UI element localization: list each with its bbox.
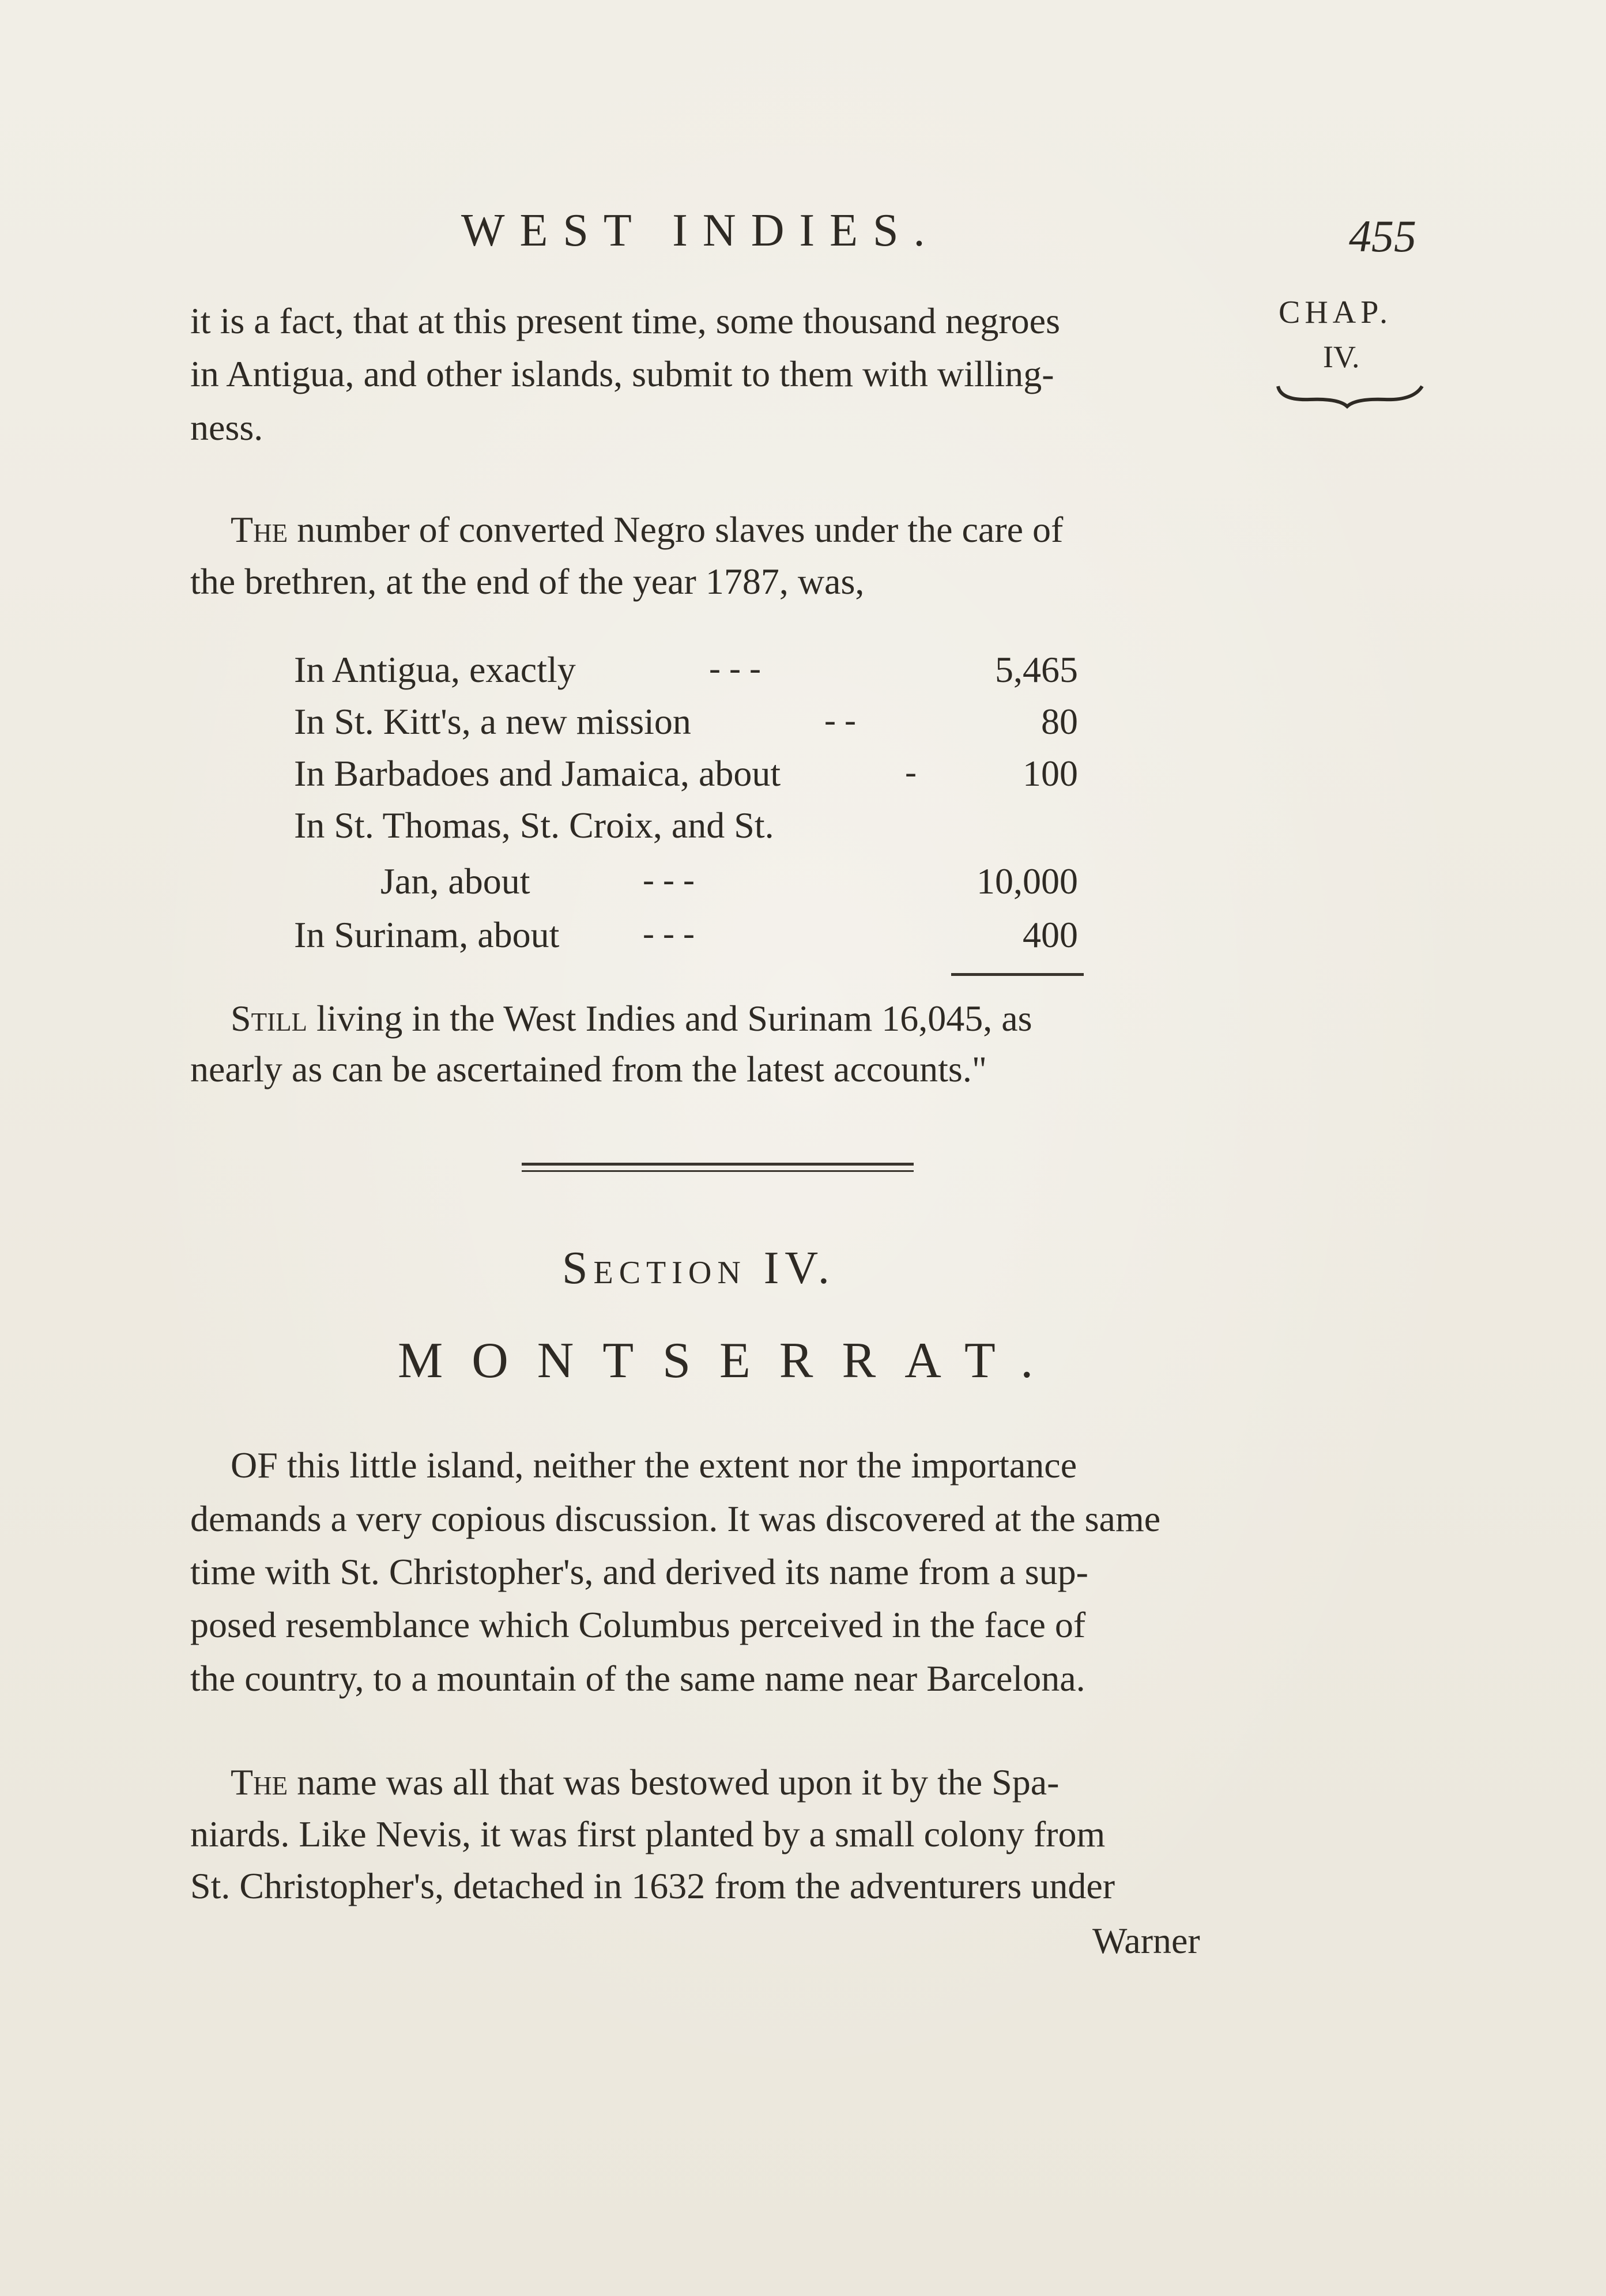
margin-chapter-label: CHAP.: [1279, 295, 1393, 330]
table-row-dashes: - - -: [709, 649, 761, 687]
table-row-label: In St. Thomas, St. Croix, and St.: [294, 805, 774, 846]
paragraph-3-lead: Still: [231, 998, 308, 1039]
margin-brace-icon: [1275, 378, 1425, 412]
table-row-dashes: - - -: [643, 914, 695, 952]
paragraph-2-lead: The: [231, 509, 288, 550]
table-row-value: 400: [1023, 914, 1078, 955]
paragraph-4-line-2: demands a very copious discussion. It was discovered at the same: [190, 1498, 1161, 1539]
paragraph-3-line-2: nearly as can be ascertained from the latest accounts.": [190, 1049, 987, 1089]
paragraph-2-line-1-text: number of converted Negro slaves under the care of: [288, 509, 1064, 550]
table-row-dashes: - - -: [643, 861, 695, 899]
paragraph-5-line-3: St. Christopher's, detached in 1632 from the adventurers under: [190, 1865, 1115, 1906]
catchword: Warner: [1092, 1920, 1200, 1961]
table-row-label: In St. Kitt's, a new mission: [294, 701, 691, 742]
paragraph-4-line-4: posed resemblance which Columbus perceived in the face of: [190, 1604, 1086, 1645]
paragraph-2-line-2: the brethren, at the end of the year 1787, was,: [190, 561, 865, 602]
table-row-label: Jan, about: [380, 861, 530, 902]
table-row-label: In Surinam, about: [294, 914, 560, 955]
page-number: 455: [1349, 211, 1416, 261]
margin-chapter-number: IV.: [1323, 340, 1360, 374]
table-row-dashes: - -: [824, 701, 856, 739]
paragraph-3-line-1-text: living in the West Indies and Surinam 16,045, as: [307, 998, 1032, 1039]
paragraph-1-line-3: ness.: [190, 407, 263, 448]
paragraph-3-line-1: [231, 997, 1032, 1040]
table-row-value: 5,465: [995, 649, 1078, 690]
section-heading: Section IV.: [562, 1243, 835, 1294]
table-row-dashes: -: [905, 753, 917, 791]
table-row-label: In Barbadoes and Jamaica, about: [294, 753, 781, 794]
paragraph-4-line-3: time with St. Christopher's, and derived its name from a sup-: [190, 1551, 1088, 1592]
paragraph-5-line-1-text: name was all that was bestowed upon it by the Spa-: [288, 1762, 1060, 1803]
table-row-value: 100: [1023, 753, 1078, 794]
sum-rule: [951, 973, 1084, 976]
table-row-value: 80: [1041, 701, 1078, 742]
paragraph-5-line-2: niards. Like Nevis, it was first planted by a small colony from: [190, 1814, 1106, 1854]
section-divider-rule: [522, 1170, 914, 1172]
table-row-label: In Antigua, exactly: [294, 649, 576, 690]
paragraph-4-line-1: OF this little island, neither the extent nor the importance: [231, 1445, 1077, 1486]
table-row-value: 10,000: [977, 861, 1078, 902]
paragraph-1-line-1: it is a fact, that at this present time, some thousand negroes: [190, 300, 1060, 341]
paragraph-2-line-1: [231, 508, 1063, 551]
running-head: WEST INDIES.: [461, 205, 940, 256]
paragraph-1-line-2: in Antigua, and other islands, submit to them with willing-: [190, 353, 1054, 394]
subject-heading: MONTSERRAT.: [398, 1333, 1062, 1389]
paragraph-5-lead: The: [231, 1762, 288, 1803]
paragraph-5-line-1: [231, 1761, 1059, 1804]
paragraph-4-line-5: the country, to a mountain of the same name near Barcelona.: [190, 1658, 1085, 1699]
section-divider-rule: [522, 1163, 914, 1166]
